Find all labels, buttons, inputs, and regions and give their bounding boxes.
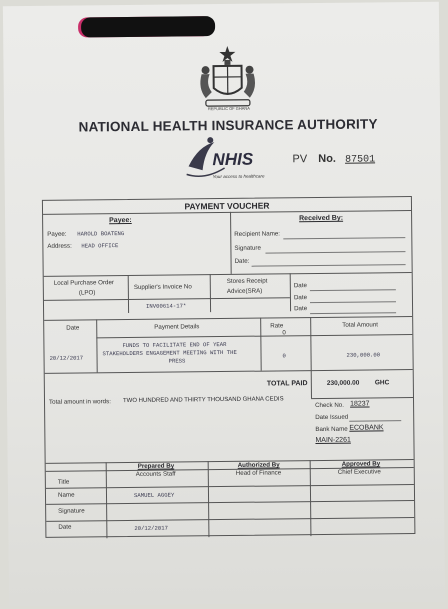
date-issued-field[interactable]: [349, 420, 401, 422]
date-2-field[interactable]: [310, 301, 396, 303]
pv-no-label: No.: [318, 152, 337, 166]
row-date-label: Date: [58, 523, 72, 531]
row-name-label: Name: [57, 491, 75, 499]
payment-voucher-form: [42, 196, 416, 538]
lpo-label: Local Purchase Order: [53, 279, 114, 287]
redaction-mark: [81, 16, 215, 37]
sra-label-2: Advice(SRA): [226, 287, 263, 295]
received-heading: Received By:: [299, 214, 344, 223]
lpo-label-2: (LPO): [78, 289, 96, 297]
row-total[interactable]: 230,000.00: [346, 351, 381, 359]
amount-words-value[interactable]: TWO HUNDRED AND THIRTY THOUSAND GHANA CEDIS: [122, 396, 284, 405]
prepared-date-value[interactable]: 20/12/2017: [134, 524, 168, 532]
prepared-by-header: Prepared By: [137, 462, 175, 470]
received-date-label: Date:: [234, 257, 250, 265]
row-title-label: Title: [57, 478, 70, 486]
authorized-by-header: Authorized By: [237, 461, 280, 469]
total-paid-label: TOTAL PAID: [266, 380, 308, 388]
prepared-name-value[interactable]: SAMUEL AGGEY: [133, 491, 175, 499]
row-details-line-2[interactable]: STAKEHOLDERS ENGAGEMENT MEETING WITH THE: [102, 348, 237, 358]
col-date-header: Date: [66, 324, 80, 332]
col-payment-details-header: Payment Details: [154, 323, 200, 331]
row-details-line-3[interactable]: PRESS: [168, 357, 186, 365]
col-rate-header: Rate: [270, 322, 284, 330]
sra-label: Stores Receipt: [226, 277, 268, 285]
bank-name-value-2[interactable]: MAIN-2261: [315, 436, 351, 445]
date-issued-label: Date Issued: [315, 413, 349, 422]
date-3-field[interactable]: [310, 312, 396, 314]
cheque-no-value[interactable]: 18237: [350, 400, 370, 408]
received-date-field[interactable]: [252, 264, 406, 267]
voucher-sheet: [3, 2, 445, 607]
approved-by-header: Approved By: [341, 460, 381, 468]
date-3-label: Date: [294, 305, 308, 313]
authorized-role: Head of Finance: [235, 469, 282, 477]
amount-words-label: Total amount in words:: [48, 398, 111, 406]
bank-name-label: Bank Name: [315, 425, 348, 434]
pv-number-block: [292, 152, 375, 166]
invoice-label: Supplier's Invoice No: [133, 283, 192, 291]
prepared-role: Accounts Staff: [135, 470, 176, 478]
address-value[interactable]: HEAD OFFICE: [81, 242, 119, 250]
bank-name-value[interactable]: ECOBANK: [349, 424, 384, 432]
row-details-line-1[interactable]: FUNDS TO FACILITATE END OF YEAR: [122, 340, 227, 350]
date-2-label: Date: [293, 294, 308, 302]
row-date[interactable]: 20/12/2017: [49, 354, 84, 362]
ghana-coat-of-arms-icon: [195, 44, 260, 111]
row-rate[interactable]: 0: [282, 352, 286, 360]
payee-label: Payee:: [47, 230, 67, 238]
col-rate-sub: 0: [282, 329, 286, 337]
crest-caption: REPUBLIC OF GHANA: [207, 105, 250, 112]
recipient-name-label: Recipient Name:: [234, 230, 281, 238]
payee-heading: Payee:: [109, 216, 132, 225]
address-label: Address:: [47, 242, 72, 250]
col-total-header: Total Amount: [342, 321, 379, 329]
nhis-tagline: Your access to healthcare: [212, 173, 265, 180]
approved-role: Chief Executive: [337, 468, 381, 476]
payee-value[interactable]: HAROLD BOATENG: [77, 230, 125, 238]
row-signature-label: Signature: [58, 507, 85, 515]
received-signature-label: Signature: [234, 244, 261, 252]
total-paid-currency: GHC: [374, 379, 390, 387]
recipient-name-field[interactable]: [283, 237, 405, 239]
authority-title: NATIONAL HEALTH INSURANCE AUTHORITY: [78, 116, 378, 135]
total-paid-value: 230,000.00: [326, 379, 360, 387]
cheque-no-label: Check No.: [315, 401, 344, 410]
received-signature-field[interactable]: [265, 251, 405, 253]
voucher-title: PAYMENT VOUCHER: [184, 200, 270, 212]
pv-number: 87501: [344, 154, 376, 166]
nhis-logo-text: NHIS: [212, 149, 254, 170]
date-1-field[interactable]: [310, 289, 396, 291]
date-1-label: Date: [293, 282, 307, 290]
invoice-value[interactable]: INV00614-17*: [145, 302, 187, 310]
pv-label: PV: [292, 153, 308, 166]
